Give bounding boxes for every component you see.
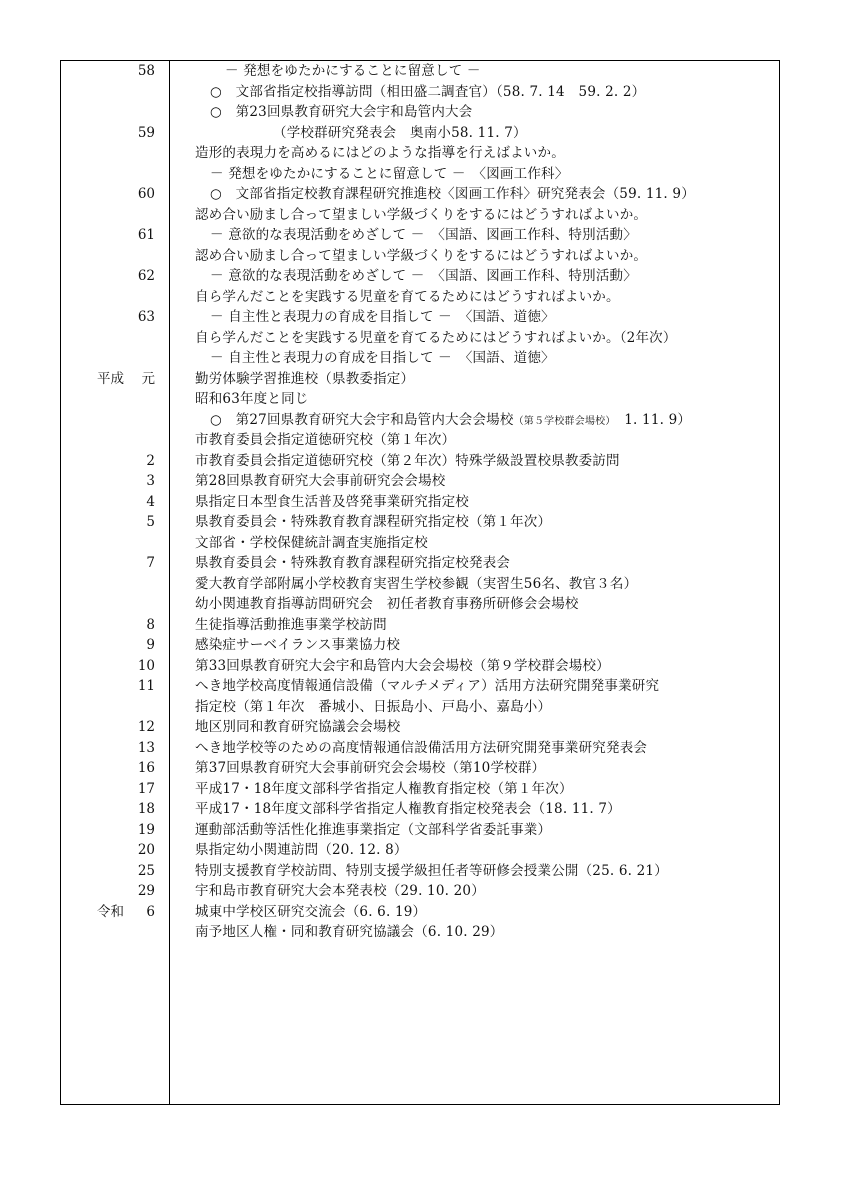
table-row [60,102,780,123]
entry-main-text: － 自主性と表現力の育成を目指して － 〈国語、道徳〉 [210,309,555,325]
entry-main-text: － 発想をゆたかにすることに留意して － [225,63,481,79]
table-row [60,369,780,390]
entry-main-text: 第33回県教育研究大会宇和島管内大会会場校（第９学校群会場校） [195,657,610,674]
year-number: 4 [146,493,155,510]
year-number: 17 [137,780,155,797]
table-row [60,205,780,226]
entry-main-text: 愛大教育学部附属小学校教育実習生学校参観（実習生56名、教官３名） [195,575,638,592]
table-row [60,574,780,595]
year-cell [60,266,155,287]
table-row [60,430,780,451]
entry-main-text: 県教育委員会・特殊教育教育課程研究指定校発表会 [195,555,511,571]
entry-main-text: － 自主性と表現力の育成を目指して － 〈国語、道徳〉 [210,350,555,366]
year-number: 12 [137,719,155,735]
year-number: 25 [137,862,155,879]
entry-text [195,820,551,841]
entry-main-text: 勤労体験学習推進校（県教委指定） [195,370,415,387]
entry-text [195,615,387,636]
entry-text [195,389,308,410]
year-number: 13 [137,739,155,756]
year-cell [60,553,155,574]
entry-text [195,594,579,615]
table-row [60,164,780,185]
year-number: 2 [146,452,155,469]
table-row [60,389,780,410]
year-cell [60,799,155,820]
entry-text [210,225,637,246]
entry-main-text: 県指定日本型食生活普及啓発事業研究指定校 [195,493,469,510]
table-row [60,348,780,369]
year-cell [60,635,155,656]
table-row [60,451,780,472]
era-label: 令和 [97,903,124,920]
table-row [60,758,780,779]
table-row [60,266,780,287]
entry-main-text: 幼小関連教育指導訪問研究会 初任者教育事務所研修会会場校 [195,596,579,612]
entry-text [195,738,647,759]
year-number: 60 [137,186,155,202]
year-cell [60,61,155,82]
entry-main-text: 県教育委員会・特殊教育教育課程研究指定校（第１年次） [195,514,552,530]
entry-main-text: 県指定幼小関連訪問（20. 12. 8） [195,842,408,858]
entry-text [195,471,445,492]
entry-main-text: 第28回県教育研究大会事前研究会会場校 [195,473,446,489]
table-row [60,902,780,923]
entry-text [195,656,610,677]
year-cell [60,820,155,841]
entry-main-text: 生徒指導活動推進事業学校訪問 [195,616,387,633]
entry-text [273,123,527,144]
year-cell [60,492,155,513]
year-number: 10 [137,657,155,674]
table-row [60,82,780,103]
table-row [60,61,780,82]
entry-text [195,717,401,738]
table-row [60,881,780,902]
entry-main-text: － 意欲的な表現活動をめざして － 〈国語、図画工作科、特別活動〉 [210,268,637,284]
entry-text [210,184,695,205]
entry-main-text: 第37回県教育研究大会事前研究会会場校（第10学校群） [195,760,546,776]
year-number: 11 [137,678,155,694]
table-row [60,553,780,574]
entry-main-text: 運動部活動等活性化推進事業指定（文部科学省委託事業） [195,821,552,838]
entry-text [210,82,645,103]
entry-main-text: 認め合い励まし合って望ましい学級づくりをするにはどうすればよいか。 [195,247,648,264]
entry-main-text: 平成17・18年度文部科学省指定人権教育指定校発表会（18. 11. 7） [195,801,621,817]
table-row [60,533,780,554]
entry-text [195,779,573,800]
table-row [60,143,780,164]
era-label: 平成 [97,370,124,387]
table-row [60,246,780,267]
entry-main-text: 市教育委員会指定道徳研究校（第１年次） [195,432,456,448]
table-row [60,820,780,841]
entry-text [210,164,568,185]
year-number: 19 [137,821,155,838]
entry-main-text: ○ 文部省指定校教育課程研究推進校〈図画工作科〉研究発表会（59. 11. 9） [210,186,695,202]
year-cell [60,369,155,390]
year-number: 3 [146,473,155,489]
table-row [60,656,780,677]
year-number: 8 [146,616,155,633]
year-cell [60,758,155,779]
table-row [60,799,780,820]
entry-text [210,410,691,433]
year-cell [60,738,155,759]
entry-text [195,328,677,349]
entry-text [195,512,551,533]
year-number: 16 [137,760,155,776]
entry-text [195,553,510,574]
year-number: 59 [137,124,155,141]
entry-text [195,697,551,718]
entry-text [195,902,426,923]
year-number: 20 [137,842,155,858]
year-cell [60,184,155,205]
entry-main-text: － 発想をゆたかにすることに留意して － 〈図画工作科〉 [210,165,569,182]
table-row [60,492,780,513]
entry-text [195,143,565,164]
entry-small-note: （第５学校群会場校） [513,415,611,427]
table-row [60,717,780,738]
entry-text [195,369,414,390]
year-cell [60,861,155,882]
entry-text [210,102,472,123]
year-number: 元 [141,370,155,387]
entry-text [225,61,481,82]
entry-text [195,430,455,451]
entry-main-text: 文部省・学校保健統計調査実施指定校 [195,534,428,551]
history-table [60,61,780,943]
year-cell [60,512,155,533]
entry-main-text: 造形的表現力を高めるにはどのような指導を行えばよいか。 [195,145,565,161]
entry-text [195,840,408,861]
year-cell [60,779,155,800]
entry-text [195,799,621,820]
year-cell [60,615,155,636]
table-row [60,594,780,615]
table-row [60,512,780,533]
table-row [60,225,780,246]
year-number: 9 [146,637,155,653]
entry-main-text: 昭和63年度と同じ [195,391,309,407]
entry-main-text: 感染症サーベイランス事業協力校 [195,637,401,653]
entry-main-text: ○ 文部省指定校指導訪問（相田盛二調査官）（58. 7. 14 59. 2. 2） [210,83,646,100]
entry-main-text: 特別支援教育学校訪問、特別支援学級担任者等研修会授業公開（25. 6. 21） [195,862,668,879]
year-number: 7 [146,555,155,571]
entry-text [195,881,485,902]
year-cell [60,881,155,902]
entry-main-text: （学校群研究発表会 奥南小58. 11. 7） [273,124,527,141]
entry-text [195,676,659,697]
year-number: 61 [137,227,155,243]
year-number: 5 [146,514,155,530]
entry-text [195,574,637,595]
table-row [60,328,780,349]
entry-main-text: 自ら学んだことを実践する児童を育てるためにはどうすればよいか。 [195,288,620,305]
table-row [60,697,780,718]
entry-main-text: 認め合い励まし合って望ましい学級づくりをするにはどうすればよいか。 [195,206,648,223]
entry-text [195,635,400,656]
year-cell [60,451,155,472]
table-row [60,287,780,308]
entry-main-text: ○ 第23回県教育研究大会宇和島管内大会 [210,104,473,120]
entry-main-text: 指定校（第１年次 番城小、日振島小、戸島小、嘉島小） [195,698,552,715]
entry-main-text: 地区別同和教育研究協議会会場校 [195,719,401,735]
year-cell [60,902,155,923]
table-row [60,840,780,861]
entry-main-text: 城東中学校区研究交流会（6. 6. 19） [195,903,427,920]
year-cell [60,307,155,328]
entry-text [195,246,647,267]
year-cell [60,656,155,677]
entry-text [210,266,637,287]
table-row [60,184,780,205]
entry-tail-text: 1. 11. 9） [610,411,692,428]
table-row [60,410,780,431]
table-row [60,738,780,759]
year-cell [60,676,155,697]
year-cell [60,225,155,246]
entry-main-text: へき地学校高度情報通信設備（マルチメディア）活用方法研究開発事業研究 [195,678,660,694]
table-row [60,123,780,144]
entry-text [210,307,555,328]
year-number: 63 [137,309,155,325]
entry-main-text: 市教育委員会指定道徳研究校（第２年次）特殊学級設置校県教委訪問 [195,452,620,469]
year-cell [60,471,155,492]
entry-text [195,758,545,779]
year-number: 58 [137,63,155,79]
entry-main-text: 南予地区人権・同和教育研究協議会（6. 10. 29） [195,924,504,940]
entry-text [195,451,620,472]
entry-main-text: － 意欲的な表現活動をめざして － 〈国語、図画工作科、特別活動〉 [210,227,637,243]
entry-text [210,348,555,369]
entry-text [195,287,620,308]
entry-main-text: 平成17・18年度文部科学省指定人権教育指定校（第１年次） [195,780,573,797]
entry-text [195,922,504,943]
year-cell [60,717,155,738]
table-row [60,676,780,697]
table-row [60,615,780,636]
table-row [60,471,780,492]
entry-main-text: ○ 第27回県教育研究大会宇和島管内大会会場校 [210,411,514,428]
year-cell [60,123,155,144]
table-row [60,635,780,656]
entry-text [195,533,428,554]
table-row [60,779,780,800]
entry-text [195,492,469,513]
table-row [60,307,780,328]
entry-main-text: 宇和島市教育研究大会本発表校（29. 10. 20） [195,883,485,899]
year-cell [60,840,155,861]
entry-main-text: 自ら学んだことを実践する児童を育てるためにはどうすればよいか。（2年次） [195,329,677,346]
year-number: 62 [137,268,155,284]
entry-main-text: へき地学校等のための高度情報通信設備活用方法研究開発事業研究発表会 [195,739,648,756]
year-number: 29 [137,883,155,899]
entry-text [195,861,668,882]
year-number: 18 [137,801,155,817]
table-row [60,922,780,943]
entry-text [195,205,647,226]
year-number: 6 [146,903,155,920]
table-row [60,861,780,882]
